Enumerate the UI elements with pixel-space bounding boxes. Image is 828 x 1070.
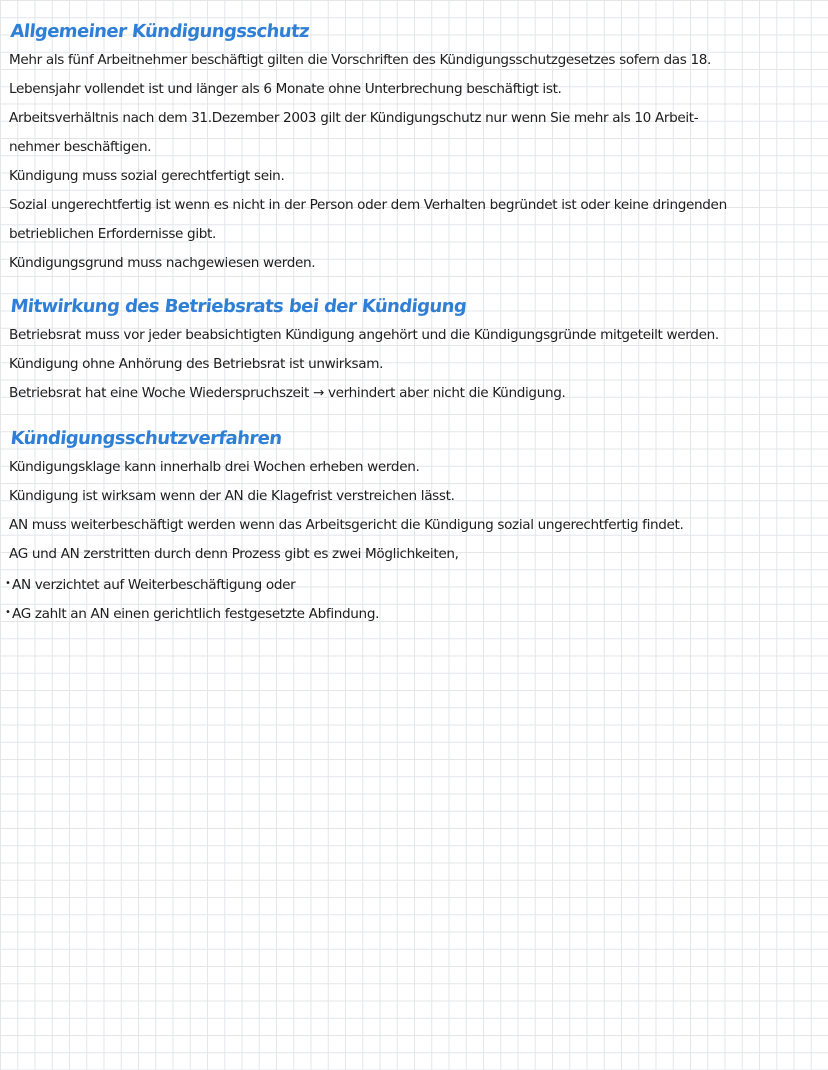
bullet-item: • AG zahlt an AN einen gerichtlich festgesetzte Abfindung.: [9, 598, 819, 627]
text-line: Betriebsrat hat eine Woche Wiederspruchszeit → verhindert aber nicht die Kündigung.: [9, 385, 566, 401]
text-line: AG und AN zerstritten durch denn Prozess gibt es zwei Möglichkeiten,: [9, 546, 459, 562]
section-heading: Mitwirkung des Betriebsrats bei der Kündigung: [9, 296, 468, 317]
section-mitwirkung-betriebsrat: [9, 293, 819, 408]
text-line: betrieblichen Erfordernisse gibt.: [9, 226, 216, 242]
bullet-item: • AN verzichtet auf Weiterbeschäftigung oder: [9, 569, 819, 598]
section-kuendigungsschutzverfahren: [9, 425, 819, 627]
text-line: Kündigung ohne Anhörung des Betriebsrat ist unwirksam.: [9, 356, 384, 372]
text-line: Kündigung ist wirksam wenn der AN die Klagefrist verstreichen lässt.: [9, 488, 455, 504]
section-heading: Allgemeiner Kündigungsschutz: [9, 21, 311, 42]
text-line: Betriebsrat muss vor jeder beabsichtigten Kündigung angehört und die Kündigungsgründe mitgeteilt werden.: [9, 327, 719, 343]
text-line: Mehr als fünf Arbeitnehmer beschäftigt gilten die Vorschriften des Kündigungsschutzgesetzes sofern das 18.: [9, 52, 712, 68]
section-allgemeiner-kuendigungsschutz: [9, 18, 819, 278]
text-line: Kündigungsklage kann innerhalb drei Wochen erheben werden.: [9, 459, 420, 475]
text-line: Kündigung muss sozial gerechtfertigt sein.: [9, 168, 285, 184]
text-line: AN muss weiterbeschäftigt werden wenn das Arbeitsgericht die Kündigung sozial ungerechtfertig findet.: [9, 517, 684, 533]
text-line: Arbeitsverhältnis nach dem 31.Dezember 2003 gilt der Kündigungschutz nur wenn Sie mehr als 10 Arbeit-: [9, 110, 699, 126]
section-heading: Kündigungsschutzverfahren: [9, 428, 283, 449]
text-line: Sozial ungerechtfertig ist wenn es nicht in der Person oder dem Verhalten begründet ist oder keine dringenden: [9, 197, 727, 213]
notes-page: [9, 18, 819, 627]
text-line: nehmer beschäftigen.: [9, 139, 152, 155]
text-line: Lebensjahr vollendet ist und länger als 6 Monate ohne Unterbrechung beschäftigt ist.: [9, 81, 562, 97]
text-line: Kündigungsgrund muss nachgewiesen werden.: [9, 255, 316, 271]
